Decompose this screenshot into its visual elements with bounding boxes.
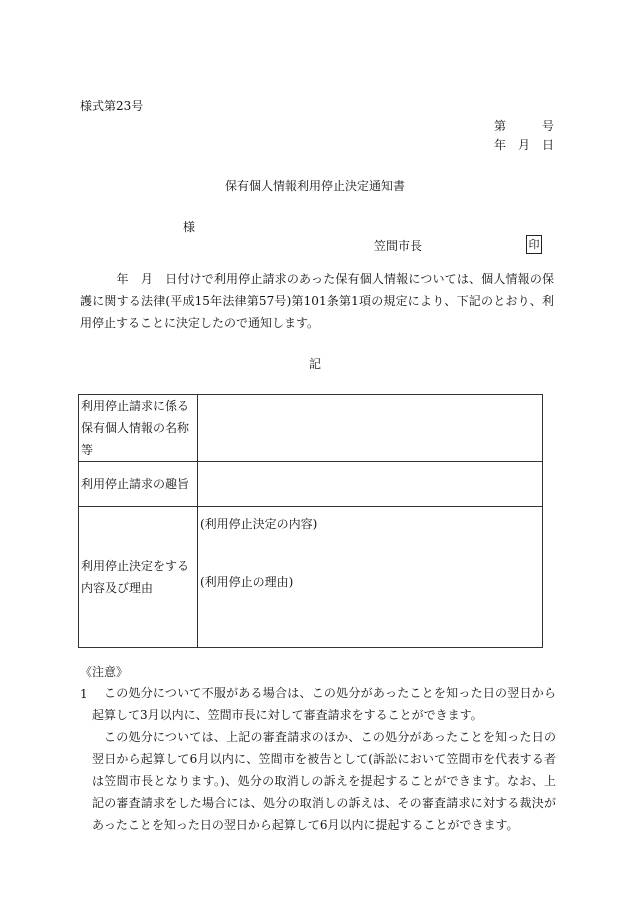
issuer-name: 笠間市長 [374, 239, 423, 253]
row2-value [198, 462, 543, 507]
row1-value [198, 395, 543, 462]
number-suffix: 号 [542, 119, 555, 133]
decision-content-label: (利用停止決定の内容) [200, 517, 318, 531]
note-item-text-continued: この処分については、上記の審査請求のほか、この処分があったことを知った日の翌日から起算して6月以内に、笠間市を被告として(訴訟において笠間市を代表する者は笠間市長となります。)、処分の取消しの訴えを提起することができます。なお、上記の審査請求をした場合には、処分の取消しの訴えは、その審査請求に対する裁決があったことを知った日の翌日から起算して6月以内に提起することができます。 [92, 730, 556, 832]
decision-table [78, 394, 543, 648]
document-title: 保有個人情報利用停止決定通知書 [224, 179, 405, 193]
note-item-text: この処分について不服がある場合は、この処分があったことを知った日の翌日から起算して3月以内に、笠間市長に対して審査請求をすることができます。 [92, 686, 556, 722]
table-row [79, 507, 543, 648]
row2-label: 利用停止請求の趣旨 [79, 462, 198, 507]
date-year: 年 [494, 138, 507, 152]
row3-label: 利用停止決定をする内容及び理由 [79, 507, 198, 648]
row3-value [198, 507, 543, 648]
decision-reason-label: (利用停止の理由) [200, 575, 294, 589]
seal-stamp: 印 [526, 235, 542, 254]
table-row [79, 462, 543, 507]
addressee: 様 [183, 220, 196, 234]
row1-label: 利用停止請求に係る保有個人情報の名称等 [79, 395, 198, 462]
date-month: 月 [518, 138, 531, 152]
form-number: 様式第23号 [80, 99, 144, 113]
notice-body: 年 月 日付けで利用停止請求のあった保有個人情報については、個人情報の保護に関する法律(平成15年法律第57号)第101条第1項の規定により、下記のとおり、利用停止することに決定したので通知します。 [80, 272, 554, 330]
number-prefix: 第 [494, 119, 507, 133]
table-row [79, 395, 543, 462]
notes-title: 《注意》 [80, 665, 129, 679]
note-item-number: 1 [80, 687, 88, 701]
ki-heading: 記 [308, 357, 321, 371]
date-day: 日 [542, 138, 555, 152]
